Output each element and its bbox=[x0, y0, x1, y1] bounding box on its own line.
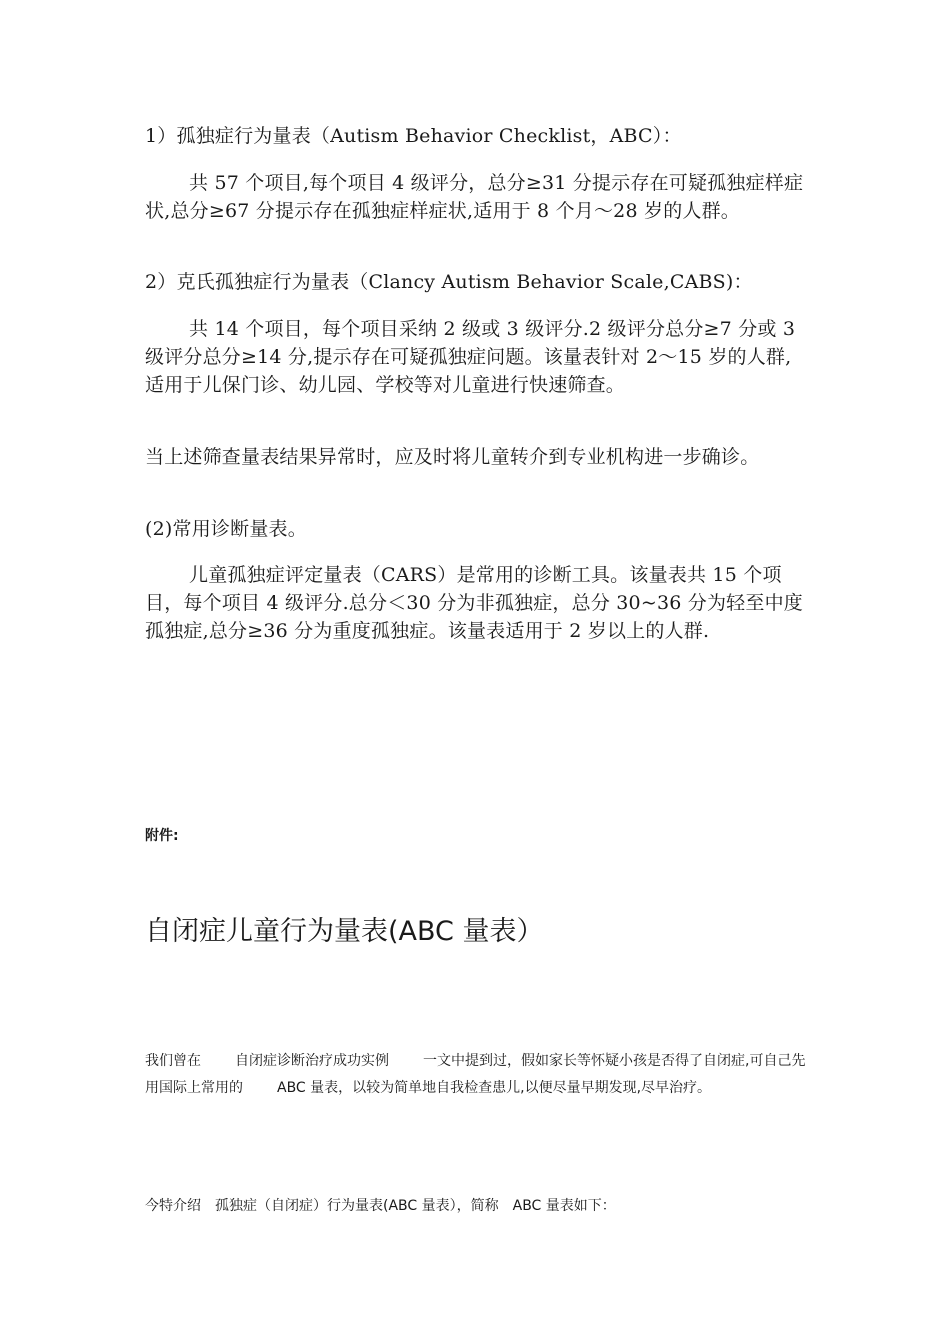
paragraph-abc-scale: 共 57 个项目,每个项目 4 级评分，总分≥31 分提示存在可疑孤独症样症状,总分≥67 分提示存在孤独症样症状,适用于 8 个月～28 岁的人群。 bbox=[145, 172, 804, 222]
heading-diagnostic-scales: (2)常用诊断量表。 bbox=[145, 518, 307, 540]
intro-paragraph bbox=[145, 1048, 807, 1102]
intro-line-text-2: 孤独症（自闭症）行为量表(ABC 量表），简称 bbox=[215, 1198, 499, 1214]
heading-abc-scale: 1）孤独症行为量表（Autism Behavior Checklist，ABC）： bbox=[145, 125, 682, 147]
heading-cabs-scale: 2）克氏孤独症行为量表（Clancy Autism Behavior Scale,CABS)： bbox=[145, 271, 753, 293]
intro-text-1: 我们曾在 bbox=[145, 1053, 201, 1069]
intro-article-title: 自闭症诊断治疗成功实例 bbox=[235, 1053, 389, 1069]
intro-scale-line bbox=[145, 1193, 807, 1220]
attachment-label: 附件: bbox=[145, 828, 179, 844]
paragraph-cabs-scale: 共 14 个项目，每个项目采纳 2 级或 3 级评分.2 级评分总分≥7 分或 3 级评分总分≥14 分,提示存在可疑孤独症问题。该量表针对 2～15 岁的人群,适用于儿保门诊、幼儿园、学校等对儿童进行快速筛查。 bbox=[145, 318, 796, 396]
intro-line-text-3: ABC 量表如下： bbox=[512, 1198, 616, 1214]
paragraph-referral: 当上述筛查量表结果异常时，应及时将儿童转介到专业机构进一步确诊。 bbox=[145, 446, 760, 468]
paragraph-cars-scale: 儿童孤独症评定量表（CARS）是常用的诊断工具。该量表共 15 个项目，每个项目 4 级评分.总分＜30 分为非孤独症，总分 30~36 分为轻至中度孤独症,总分≥36 分为重度孤独症。该量表适用于 2 岁以上的人群. bbox=[145, 564, 803, 642]
intro-text-2: 一文中提到过，假如家长等怀疑小孩是否得了自闭症,可自己先用国际上常用的 bbox=[145, 1053, 806, 1096]
document-title: 自闭症儿童行为量表(ABC 量表） bbox=[145, 916, 544, 947]
intro-text-3: ABC 量表，以较为简单地自我检查患儿,以便尽量早期发现,尽早治疗。 bbox=[277, 1080, 712, 1096]
intro-line-text-1: 今特介绍 bbox=[145, 1198, 201, 1214]
